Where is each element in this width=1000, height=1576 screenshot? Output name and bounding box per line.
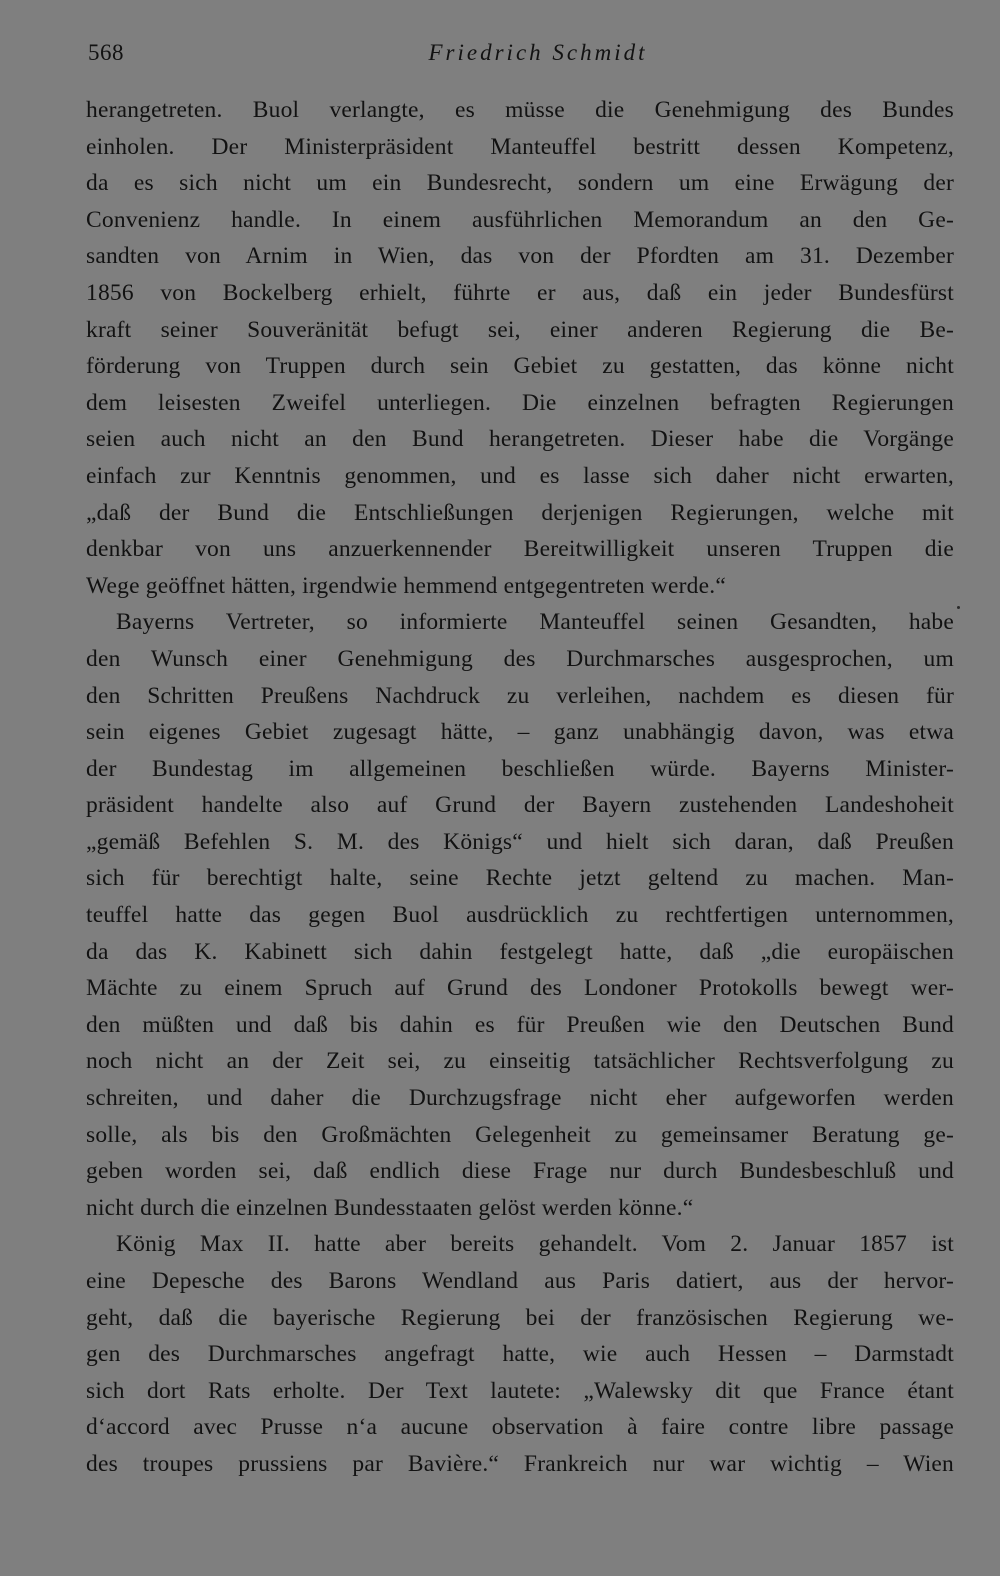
text-line: präsident handelte also auf Grund der Bayern zustehenden Landeshoheit xyxy=(86,792,954,819)
text-line: sein eigenes Gebiet zugesagt hätte, – ganz unabhängig davon, was etwa xyxy=(86,719,954,746)
text-line: förderung von Truppen durch sein Gebiet zu gestatten, das könne nicht xyxy=(86,353,954,380)
text-line: dem leisesten Zweifel unterliegen. Die einzelnen befragten Regierungen xyxy=(86,389,954,416)
text-line: kraft seiner Souveränität befugt sei, einer anderen Regierung die Be- xyxy=(86,316,954,343)
text-line: einfach zur Kenntnis genommen, und es lasse sich daher nicht erwarten, xyxy=(86,462,954,489)
text-line: des troupes prussiens par Bavière.“ Frankreich nur war wichtig – Wien xyxy=(86,1450,954,1477)
text-line: geht, daß die bayerische Regierung bei der französischen Regierung we- xyxy=(86,1304,954,1331)
text-line: den Schritten Preußens Nachdruck zu verleihen, nachdem es diesen für xyxy=(86,682,954,709)
text-line: sich für berechtigt halte, seine Rechte jetzt geltend zu machen. Man- xyxy=(86,865,954,892)
text-line: sandten von Arnim in Wien, das von der Pfordten am 31. Dezember xyxy=(86,243,954,270)
scan-speck xyxy=(957,606,960,609)
text-line: sich dort Rats erholte. Der Text lautete: „Walewsky dit que France étant xyxy=(86,1377,954,1404)
text-line: d‘accord avec Prusse n‘a aucune observation à faire contre libre passage xyxy=(86,1414,954,1441)
page-header xyxy=(88,36,948,76)
text-line: gen des Durchmarsches angefragt hatte, wie auch Hessen – Darmstadt xyxy=(86,1341,954,1368)
text-line: noch nicht an der Zeit sei, zu einseitig tatsächlicher Rechtsverfolgung zu xyxy=(86,1048,954,1075)
text-line: der Bundestag im allgemeinen beschließen würde. Bayerns Minister- xyxy=(86,755,954,782)
text-line: da es sich nicht um ein Bundesrecht, sondern um eine Erwägung der xyxy=(86,170,954,197)
text-line: teuffel hatte das gegen Buol ausdrücklich zu rechtfertigen unternommen, xyxy=(86,902,954,929)
text-line: herangetreten. Buol verlangte, es müsse die Genehmigung des Bundes xyxy=(86,97,954,123)
text-line: „daß der Bund die Entschließungen derjenigen Regierungen, welche mit xyxy=(86,499,954,526)
text-line: 1856 von Bockelberg erhielt, führte er aus, daß ein jeder Bundesfürst xyxy=(86,279,954,306)
running-head: Friedrich Schmidt xyxy=(428,40,648,65)
text-line: Bayerns Vertreter, so informierte Manteuffel seinen Gesandten, habe xyxy=(116,609,954,636)
text-line: schreiten, und daher die Durchzugsfrage nicht eher aufgeworfen werden xyxy=(86,1085,954,1112)
page-number: 568 xyxy=(88,40,124,65)
text-line: „gemäß Befehlen S. M. des Königs“ und hielt sich daran, daß Preußen xyxy=(86,828,954,855)
text-line: geben worden sei, daß endlich diese Frage nur durch Bundesbeschluß und xyxy=(86,1158,954,1185)
text-line: einholen. Der Ministerpräsident Manteuffel bestritt dessen Kompetenz, xyxy=(86,133,954,160)
text-line: Convenienz handle. In einem ausführlichen Memorandum an den Ge- xyxy=(86,206,954,233)
text-line: König Max II. hatte aber bereits gehandelt. Vom 2. Januar 1857 ist xyxy=(116,1231,954,1258)
text-line: eine Depesche des Barons Wendland aus Paris datiert, aus der hervor- xyxy=(86,1268,954,1294)
text-line: Wege geöffnet hätten, irgendwie hemmend entgegentreten werde.“ xyxy=(86,572,726,599)
text-line: Mächte zu einem Spruch auf Grund des Londoner Protokolls bewegt wer- xyxy=(86,975,954,1002)
body-text xyxy=(86,92,954,1483)
text-line: den müßten und daß bis dahin es für Preußen wie den Deutschen Bund xyxy=(86,1011,954,1038)
text-line: solle, als bis den Großmächten Gelegenheit zu gemeinsamer Beratung ge- xyxy=(86,1121,954,1148)
text-line: da das K. Kabinett sich dahin festgelegt hatte, daß „die europäischen xyxy=(86,938,954,965)
text-line: nicht durch die einzelnen Bundesstaaten gelöst werden könne.“ xyxy=(86,1194,694,1221)
text-line: seien auch nicht an den Bund herangetreten. Dieser habe die Vorgänge xyxy=(86,426,954,453)
text-line: den Wunsch einer Genehmigung des Durchmarsches ausgesprochen, um xyxy=(86,645,954,672)
text-line: denkbar von uns anzuerkennender Bereitwilligkeit unseren Truppen die xyxy=(86,536,954,563)
